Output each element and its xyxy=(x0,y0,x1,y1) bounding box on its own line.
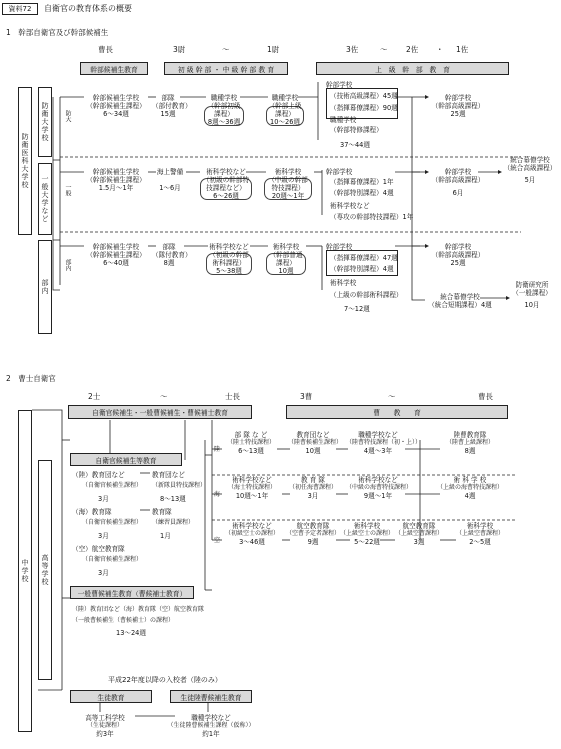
rank-label: ～ xyxy=(380,45,388,54)
sgt-msdf-tech-school-3: 術 科 学 校 （上級の海曹特技課程） 4週 xyxy=(436,476,503,500)
cand-msdf-course: （自衛官候補生課程） xyxy=(82,519,143,526)
sgt-asdf-tech-school-2: 術科学校 （上級空士の課程） 5～22週 xyxy=(340,522,395,546)
cand-msdf-unit: （海）教育隊 xyxy=(72,508,112,516)
rank-label: 1尉 xyxy=(267,45,280,54)
row-kind-label: 一般 xyxy=(64,184,71,196)
row3-officer-candidate-school: 幹部候補生学校 （幹部候補生課程） 6～40週 xyxy=(86,243,146,267)
sgt-msdf-unit: 教 育 隊 （初任海曹課程） 3月 xyxy=(288,476,337,500)
row3-duration: 7～12週 xyxy=(344,305,370,313)
sgt-gsdf-branch-school: 職種学校など （陸曹特技課程（初・上）） 4週～3年 xyxy=(346,431,422,455)
rank-label: ～ xyxy=(160,392,168,401)
row2-joint-staff-college: 統合幕僚学校 （統合高級課程） 5月 xyxy=(503,156,557,184)
row2-staff-course: （指揮幕僚課程）1年 xyxy=(330,178,394,186)
cand-gsdf-course: （自衛官候補生課程） xyxy=(82,482,143,489)
cand-asdf-duration: 3月 xyxy=(98,569,109,577)
rank-label: 2佐 xyxy=(406,45,419,54)
sgt-asdf-unit-2: 航空教育隊 （上級空曹課程） 3週 xyxy=(394,522,443,546)
row2-maritime-security: 海上警備 1～6月 xyxy=(156,168,184,192)
row1-officer-candidate-school: 幹部候補生学校 （幹部候補生課程） 6～34週 xyxy=(86,94,146,118)
rank-label: 曹長 xyxy=(98,45,113,54)
sgt-msdf-tech-school-2: 術科学校など （中級の海曹特技課程） 9週～1年 xyxy=(346,476,413,500)
band-student-sergeant-education: 生徒陸曹候補生教育 xyxy=(170,690,252,703)
sgt-asdf-tech-school-3: 術科学校 （上級空曹課程） 2～5週 xyxy=(455,522,504,546)
cand-sgt-units: （陸）教育団など（海）教育隊（空）航空教育隊 xyxy=(72,606,205,613)
rank-label: 2士 xyxy=(88,392,101,401)
cand-msdf-duration: 3月 xyxy=(98,532,109,540)
section2-heading: 2 曹士自衛官 xyxy=(6,374,56,383)
row-kind-label: 部内 xyxy=(64,259,71,271)
cand-sgt-duration: 13～24週 xyxy=(116,629,146,637)
label-medical-college: 防衛医科大学校 xyxy=(18,87,32,235)
row2-technical-school-etc: 術科学校など xyxy=(330,202,370,210)
rank-label: ・ xyxy=(436,45,444,54)
cand-gsdf-duration: 3月 xyxy=(98,495,109,503)
document-badge: 資料72 xyxy=(2,3,38,15)
label-junior-high-school: 中学校 xyxy=(18,410,32,732)
row3-nids: 防衛研究所 （一般課程） 10月 xyxy=(512,281,552,309)
cand-msdf-unit-2: 教育隊 xyxy=(152,508,172,516)
row3-unit: 部隊 （隊付教育） 8週 xyxy=(152,243,192,267)
row3-technical-school: 術科学校 xyxy=(330,279,357,287)
youth-high-tech-school: 高等工科学校 （生徒課程） 約3年 xyxy=(85,714,125,738)
rank-label: 曹長 xyxy=(478,392,493,401)
row1-branch-school-special: 職種学校 xyxy=(330,116,357,124)
label-internal: 部内 xyxy=(38,240,52,334)
row2-technical-school-mid: 術科学校 （中級の幹部 特技課程） 20週～1年 xyxy=(268,168,308,200)
row3-technical-school-standard: 術科学校 （幹部普通 課程） 10週 xyxy=(269,243,303,275)
sgt-msdf-tech-school: 術科学校など （海士特技課程） 10週～1年 xyxy=(227,476,276,500)
row2-staff-college-senior: 幹部学校 （幹部高級課程） 6月 xyxy=(431,168,485,197)
rank-label: 3佐 xyxy=(346,45,359,54)
row2-special-course: （幹部特別課程）4週 xyxy=(330,189,394,197)
rank-label: 3尉 xyxy=(173,45,186,54)
row2-specialty-course: （専攻の幹部特技課程）1年 xyxy=(330,213,414,221)
band-officer-candidate: 幹部候補生教育 xyxy=(80,62,148,75)
label-defense-academy: 防衛大学校 xyxy=(38,87,52,157)
row1-unit: 部隊 （部付教育） 15週 xyxy=(152,94,192,118)
row1-duration: 37～44週 xyxy=(340,141,370,149)
cand-new-recruit-duration: 8～13週 xyxy=(160,495,186,503)
cand-new-recruit-course: （新隊員特技課程） xyxy=(152,482,207,489)
row3-staff-college: 幹部学校 xyxy=(326,243,353,251)
row3-joint-staff-college: 統合幕僚学校 （統合短期課程）4週 xyxy=(428,293,492,309)
sgt-row-kind: 空 xyxy=(214,537,221,544)
cand-sgt-course: （一般曹候補生（曹候補士）の課程） xyxy=(72,617,175,624)
rank-label: 士長 xyxy=(225,392,240,401)
row2-officer-candidate-school: 幹部候補生学校 （幹部候補生課程） 1.5月～1年 xyxy=(86,168,146,192)
youth-note: 平成22年度以降の入校者（陸のみ） xyxy=(108,676,222,684)
row3-staff-college-senior: 幹部学校 （幹部高級課程） 25週 xyxy=(431,243,485,267)
sgt-row-kind: 海 xyxy=(214,491,221,498)
row1-staff-college-senior: 幹部学校 （幹部高級課程） 25週 xyxy=(431,94,485,118)
row3-special-course: （幹部特別課程）4週 xyxy=(330,265,394,273)
label-high-school: 高等学校 xyxy=(38,460,52,680)
row1-branch-school-special: （幹部特修課程） xyxy=(330,126,383,134)
rank-label: 1佐 xyxy=(456,45,469,54)
sub-band-sergeant-candidate: 一般曹候補生教育（曹候補士教育） xyxy=(70,586,194,599)
sgt-gsdf-unit: 部 隊 な ど （陸士特技課程） 6～13週 xyxy=(226,431,275,455)
section1-heading: 1 幹部自衛官及び幹部候補生 xyxy=(6,28,109,37)
cand-asdf-course: （自衛官候補生課程） xyxy=(82,556,143,563)
cand-gsdf-regiment: （陸）教育団など xyxy=(72,471,125,479)
band-sergeant-education: 曹 教 育 xyxy=(286,405,508,419)
row1-staff-college: 幹部学校 xyxy=(326,81,353,89)
row1-branch-school-advanced: 職種学校 （幹部上級 課程） 10～26週 xyxy=(268,94,302,126)
document-title: 自衛官の教育体系の概要 xyxy=(44,4,132,13)
band-senior-officer: 上 級 幹 部 教 育 xyxy=(316,62,509,75)
row1-branch-school-basic: 職種学校 （幹部初級 課程） 8週～36週 xyxy=(207,94,241,126)
row1-staff-course: （技術高級課程）45週 xyxy=(330,92,398,100)
band-candidate-education: 自衛官候補生・一般曹候補生・曹候補士教育 xyxy=(68,405,252,419)
rank-label: ～ xyxy=(222,45,230,54)
cand-asdf-unit: （空）航空教育隊 xyxy=(72,545,125,553)
sgt-gsdf-regiment: 教育団など （陸曹候補生課程） 10週 xyxy=(288,431,343,455)
band-student-education: 生徒教育 xyxy=(70,690,152,703)
row3-advanced-course: （上級の幹部術科課程） xyxy=(330,291,403,299)
sgt-gsdf-sergeant-school: 陸曹教育隊 （陸曹上級課程） 8週 xyxy=(445,431,494,455)
sgt-asdf-unit: 航空教育隊 （空曹予定者課程） 9週 xyxy=(286,522,341,546)
rank-label: ～ xyxy=(388,392,396,401)
row1-staff-course: （指揮幕僚課程）90週 xyxy=(330,104,398,112)
label-general-university: 一般大学など xyxy=(38,163,52,235)
cand-trainee-duration: 1月 xyxy=(160,532,171,540)
row-kind-label: 防大 xyxy=(64,110,71,122)
sgt-asdf-tech-school: 術科学校など （初級空士の課程） 3～46週 xyxy=(224,522,279,546)
cand-gsdf-regiment-2: 教育団など xyxy=(152,471,185,479)
band-junior-mid-officer: 初 級 幹 部 ・ 中 級 幹 部 教 育 xyxy=(164,62,288,75)
row2-staff-college: 幹部学校 xyxy=(326,168,353,176)
rank-label: 3曹 xyxy=(300,392,313,401)
youth-branch-school: 職種学校など （生徒陸曹候補生課程（仮称）） 約1年 xyxy=(167,714,255,738)
sub-band-candidate: 自衛官候補生等教育 xyxy=(70,453,182,466)
sgt-row-kind: 陸 xyxy=(214,446,221,453)
row3-staff-course: （指揮幕僚課程）47週 xyxy=(330,254,398,262)
cand-trainee-course: （練習員課程） xyxy=(152,519,195,526)
row3-technical-school: 術科学校など （初級の幹部 術科課程） 5～38週 xyxy=(209,243,249,275)
row2-technical-school: 術科学校など （初級の幹部特 技課程など） 6～26週 xyxy=(202,168,250,200)
